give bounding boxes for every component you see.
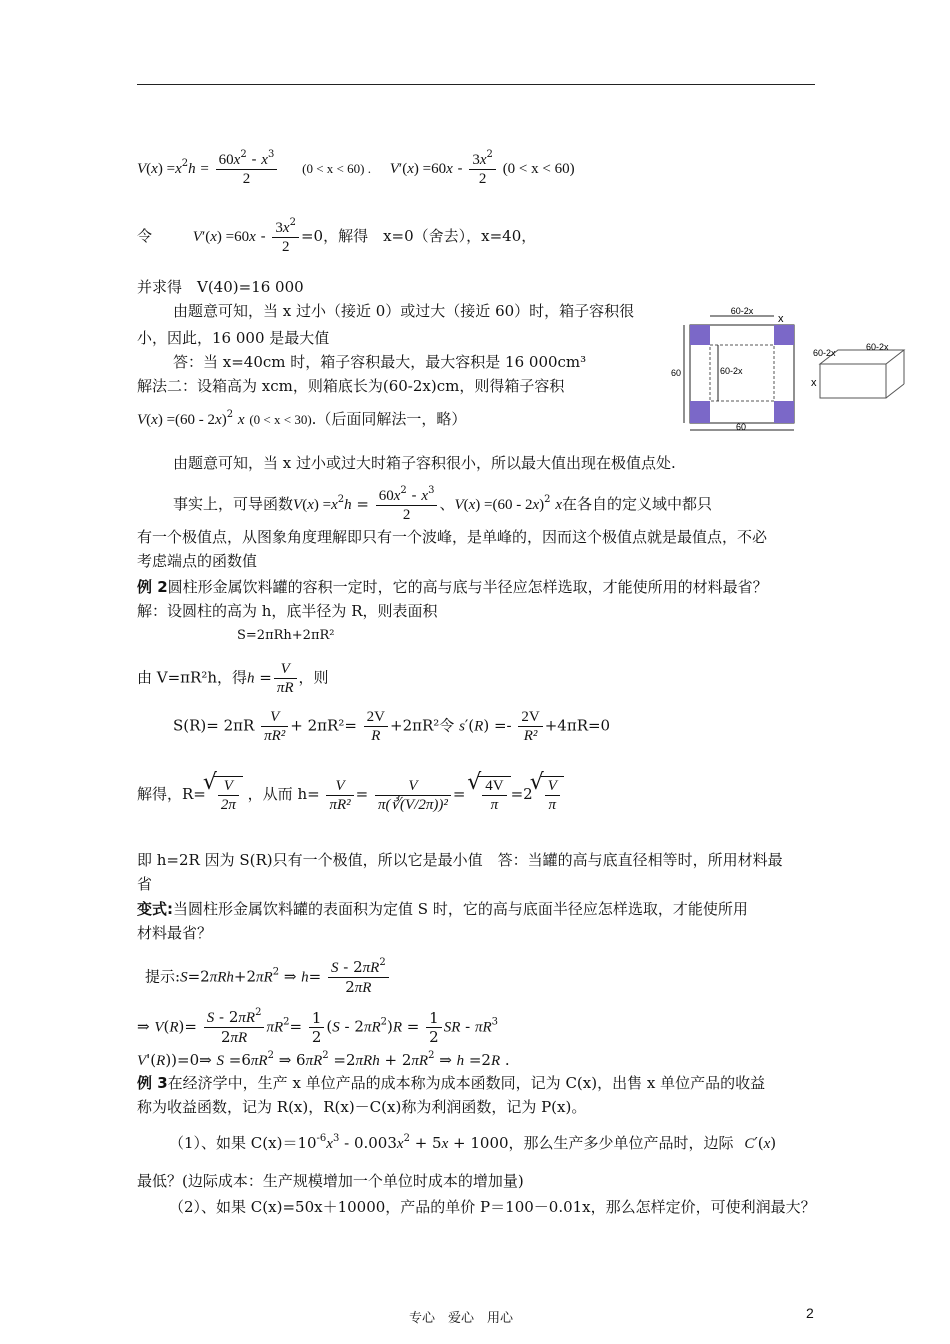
svg-text:60-2x: 60-2x [720, 366, 743, 376]
corner-square [774, 325, 794, 345]
line-text: S(R)= 2πR $\frac{V}{\text{πR²}}$ + 2πR²= $\frac{2V}{R}$ +2πR²令 s′(R) =- $\frac{2V}{\text{R²}}$ +4πR=0 [173, 709, 611, 744]
variant: 变式:当圆柱形金属饮料罐的表面积为定值 S 时，它的高与底面半径应怎样选取，才能使所用 [137, 900, 748, 918]
svg-text:x: x [811, 377, 817, 389]
line-text: 材料最省？ [137, 924, 213, 942]
domain-text: (0 < x < 60) . [302, 161, 371, 176]
svg-text:60-2x: 60-2x [813, 348, 836, 358]
corner-square [690, 325, 710, 345]
footer-text: 专心 爱心 用心 [409, 1311, 514, 1326]
line-text: 最低？(边际成本：生产规模增加一个单位时成本的增加量) [137, 1172, 524, 1190]
example-2: 例 2圆柱形金属饮料罐的容积一定时，它的高与底与半径应怎样选取，才能使所用的材料最省？ [137, 578, 768, 596]
formula-volume: $V(x) =x^2h$ = $\frac{60x^2 - x^3}{2}$ (0 < x < 60) . V′(x) =60x - $\frac{3x^2}{2}$ (0 < x < 60) [137, 149, 575, 187]
svg-text:60-2x: 60-2x [866, 342, 889, 352]
line-text: 解得，R= √ $\frac{V}{2\pi}$ ，从而 h= $\frac{V}{\text{πR²}}$ = $\frac{V}{\text{π(∛(V/2π))²}}$ = √ $\frac{4V}{\pi}$ =2 √ $\frac{V}{\pi}$ [137, 776, 564, 814]
formula-line: V'(R))=0⇒ $S =6\pi R^2$ ⇒ $6\pi R^2 =2\pi Rh + 2\pi R^2$ ⇒ h =2R . [137, 1050, 510, 1069]
corner-square [690, 401, 710, 423]
page-number: 2 [806, 1305, 814, 1321]
formula-line: ⇒ V(R)= $\frac{S - 2\pi R^2}{2\pi R}$ $\pi R^2=$ $\frac{1}{2}$ $(S - 2\pi R^2)R$ = $\frac{1}{2}$ SR - $\pi R^3$ [137, 1007, 499, 1046]
hint-line: 提示$:S=2\pi Rh+2\pi R^2$ ⇒ h= $\frac{S - 2\pi R^2}{2\pi R}$ [145, 958, 391, 997]
line-text: 解：设圆柱的高为 h，底半径为 R，则表面积 [137, 602, 438, 620]
svg-text:60-2x: 60-2x [730, 306, 754, 316]
line-text: 解法二：设箱高为 xcm，则箱底长为(60-2x)cm，则得箱子容积 [137, 377, 565, 395]
line-text: 省 [137, 875, 153, 893]
line-text: 称为收益函数，记为 R(x)，R(x)－C(x)称为利润函数，记为 P(x)。 [137, 1098, 587, 1116]
net-diagram [671, 306, 794, 432]
box-figure [668, 304, 920, 434]
line-text: 有一个极值点，从图象角度理解即只有一个波峰，是单峰的，因而这个极值点就是最值点，不必 [137, 528, 768, 546]
formula-volume-2: V(x) =(60 - 2x)$^2$ x (0 < x < 30).（后面同解法一，略） [137, 409, 467, 428]
example-3: 例 3在经济学中，生产 x 单位产品的成本称为成本函数同，记为 C(x)，出售 x 单位产品的收益 [137, 1074, 766, 1092]
line-critical: 令 V′(x) =60x - $\frac{3x^2}{2}$ =0，解得 x=0（舍去），x=40， [137, 217, 537, 255]
line-text: 小，因此，16 000 是最大值 [137, 329, 330, 347]
line-text: 事实上，可导函数$V(x) =x^2h$ = $\frac{60x^2 - x^3}{2}$ 、V(x) =(60 - 2x)$^2$ x在各自的定义域中都只 [173, 485, 713, 523]
corner-square [774, 401, 794, 423]
line-text: 答：当 x=40cm 时，箱子容积最大，最大容积是 16 000cm³ [173, 353, 587, 371]
domain-text-2: (0 < x < 60) [502, 161, 575, 177]
line-text: （1）、如果 $C(x)=10^{-6}x^3 - 0.003x^2 + 5x + 1000$，那么生产多少单位产品时，边际 C′(x) [169, 1133, 777, 1152]
box-diagram [811, 342, 904, 398]
line-text: S=2πRh+2πR² [237, 628, 335, 643]
svg-text:60: 60 [671, 368, 682, 378]
line-text: 考虑端点的函数值 [137, 552, 258, 570]
header-rule [137, 84, 815, 85]
line-text: （2）、如果 C(x)=50x＋10000，产品的单价 P＝100－0.01x，那么怎样定价，可使利润最大？ [169, 1198, 816, 1216]
svg-text:60: 60 [736, 422, 747, 432]
svg-text:x: x [778, 313, 784, 325]
line-text: 由题意可知，当 x 过小或过大时箱子容积很小，所以最大值出现在极值点处. [173, 454, 676, 472]
line-text: 由 V=πR²h，得h = $\frac{V}{\pi R}$ ，则 [137, 661, 329, 696]
line-text: 即 h=2R 因为 S(R)只有一个极值，所以它是最小值 答：当罐的高与底直径相等时，所用材料最 [137, 851, 783, 869]
line-text: 由题意可知，当 x 过小（接近 0）或过大（接近 60）时，箱子容积很 [173, 302, 635, 320]
line-text: 并求得 V(40)=16 000 [137, 278, 304, 296]
